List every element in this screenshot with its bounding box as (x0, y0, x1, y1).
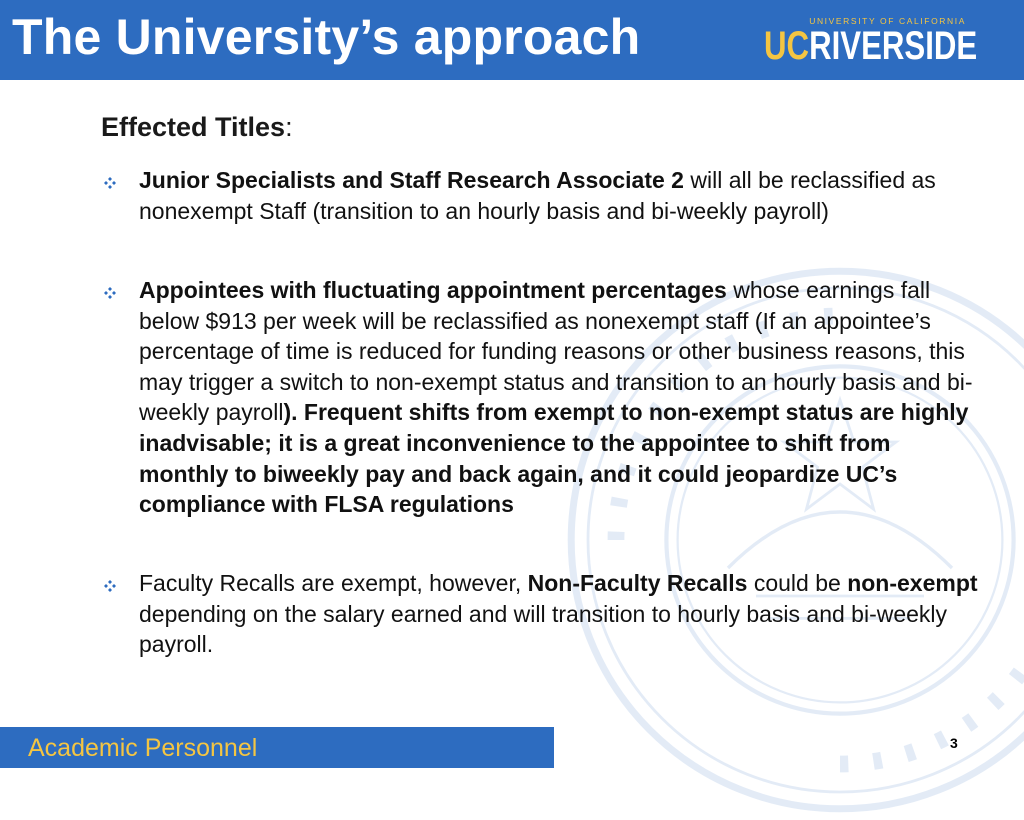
bullet-1-bold: Junior Specialists and Staff Research Associate 2 (139, 167, 684, 193)
bullet-3-text-3: depending on the salary earned and will transition to hourly basis and bi-weekly payroll. (139, 600, 948, 658)
footer-label: Academic Personnel (28, 734, 258, 762)
bullet-2-bold-tail: ). Frequent shifts from exempt to non-exempt status are highly inadvisable; it is a great inconvenience to the appointee to shift from monthly to biweekly pay and back again, and it could jeopardize UC’s compliance with FLSA regulations (139, 399, 969, 518)
logo-university-text: UNIVERSITY OF CALIFORNIA (809, 16, 966, 26)
diamond-bullet-icon (101, 174, 119, 192)
heading-bold: Effected Titles (101, 112, 286, 142)
bullet-1-text: will all be reclassified as nonexempt Staff (transition to an hourly basis and bi-weekly payroll) (139, 167, 936, 224)
section-heading (101, 112, 293, 143)
diamond-bullet-icon (101, 577, 119, 595)
slide-title: The University’s approach (12, 9, 641, 65)
logo-campus: RIVERSIDE (809, 24, 978, 68)
bullet-item (139, 568, 979, 660)
bullet-item (139, 275, 979, 520)
bullet-3-bold-2: non-exempt (847, 570, 978, 596)
page-number: 3 (950, 735, 958, 751)
bullet-3-bold: Non-Faculty Recalls (527, 570, 748, 596)
diamond-bullet-icon (101, 284, 119, 302)
bullet-3-text: Faculty Recalls are exempt, however, (139, 570, 528, 596)
bullet-item (139, 165, 979, 226)
logo-uc: UC (764, 24, 810, 68)
bullet-2-bold: Appointees with fluctuating appointment percentages (139, 277, 727, 303)
heading-colon: : (285, 112, 293, 142)
bullet-2-text: whose earnings fall below $913 per week will be reclassified as nonexempt staff (If an appointee’s percentage of time is reduced for funding reasons or other business reasons, this may trigger a switch to non-exempt status and transition to an hourly basis and bi-weekly payroll (139, 277, 973, 426)
bullet-3-text-2: could be (747, 570, 848, 596)
